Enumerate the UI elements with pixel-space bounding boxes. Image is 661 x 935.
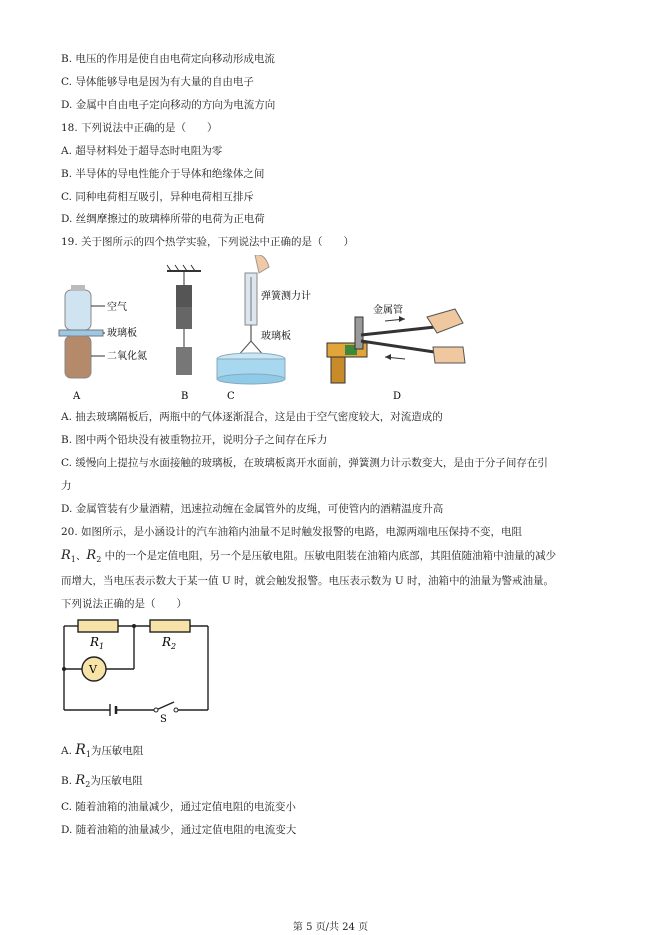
- q20-stem-line2: $R_1$、$R_2$ 中的一个是定值电阻，另一个是压敏电阻。压敏电阻装在油箱内底部，其阻值随油箱中油量的减少: [61, 548, 557, 565]
- q17-option-d: D. 金属中自由电子定向移动的方向为电流方向: [61, 99, 276, 111]
- circuit-label-s: S: [160, 714, 167, 722]
- q20-stem-line1: 20. 如图所示，是小涵设计的汽车油箱内油量不足时触发报警的电路，电源两端电压保持不变，电阻: [61, 526, 523, 538]
- label-b: B: [181, 391, 189, 402]
- q17-option-b: B. 电压的作用是使自由电荷定向移动形成电流: [61, 53, 275, 65]
- page-footer: 第 5 页/共 24 页: [292, 922, 369, 933]
- q20-option-d: D. 随着油箱的油量减少，通过定值电阻的电流变大: [61, 824, 297, 836]
- label-c: C: [227, 391, 235, 402]
- label-no2: 二氧化氮: [107, 351, 147, 362]
- q18-option-d: D. 丝绸摩擦过的玻璃棒所带的电荷为正电荷: [61, 213, 265, 225]
- q18-option-b: B. 半导体的导电性能介于导体和绝缘体之间: [61, 168, 265, 180]
- label-glass-plate: 玻璃板: [107, 328, 137, 339]
- q19-option-c-line2: 力: [61, 480, 72, 492]
- q18-option-a: A. 超导材料处于超导态时电阻为零: [61, 145, 223, 157]
- figure-b-lead-blocks: [167, 265, 201, 375]
- q18-stem: 18. 下列说法中正确的是（ ）: [61, 122, 218, 134]
- label-a: A: [73, 391, 81, 402]
- q19-stem: 19. 关于图所示的四个热学实验，下列说法中正确的是（ ）: [61, 236, 355, 248]
- circuit-label-r1: $R_1$: [90, 635, 105, 651]
- q20-stem-line3: 而增大，当电压表示数大于某一值 U 时，就会触发报警。电压表示数为 U 时，油箱中的油量为警戒油量。: [61, 575, 555, 587]
- q19-option-c-line1: C. 缓慢向上提拉与水面接触的玻璃板，在玻璃板离开水面前，弹簧测力计示数变大，是由于分子间存在引: [61, 457, 548, 469]
- q19-option-d: D. 金属管装有少量酒精，迅速拉动缠在金属管外的皮绳，可使管内的酒精温度升高: [61, 503, 444, 515]
- q20-option-c: C. 随着油箱的油量减少，通过定值电阻的电流变小: [61, 801, 296, 813]
- label-d: D: [393, 391, 402, 402]
- circuit-label-v: V: [89, 663, 97, 676]
- q17-option-c: C. 导体能够导电是因为有大量的自由电子: [61, 76, 254, 88]
- label-glass-plate-2: 玻璃板: [261, 331, 291, 342]
- q19-figure: [55, 255, 475, 403]
- label-air: 空气: [107, 302, 127, 313]
- label-metal-tube: 金属管: [373, 305, 403, 316]
- q18-option-c: C. 同种电荷相互吸引，异种电荷相互排斥: [61, 191, 254, 203]
- label-spring-scale: 弹簧测力计: [261, 291, 311, 302]
- figure-a-bottles: [59, 285, 105, 378]
- circuit-label-r2: $R_2$: [162, 635, 177, 651]
- q20-stem-line4: 下列说法正确的是（ ）: [61, 598, 187, 610]
- q20-option-a: A. $R_1$为压敏电阻: [61, 742, 144, 760]
- q20-circuit: [58, 614, 218, 722]
- q19-option-b: B. 图中两个铅块没有被重物拉开，说明分子之间存在斥力: [61, 434, 328, 446]
- figure-d-metal-tube: [327, 309, 465, 383]
- q20-option-b: B. $R_2$为压敏电阻: [61, 773, 143, 790]
- figure-c-spring-scale: [217, 255, 285, 384]
- q19-option-a: A. 抽去玻璃隔板后，两瓶中的气体逐渐混合，这是由于空气密度较大，对流造成的: [61, 411, 443, 423]
